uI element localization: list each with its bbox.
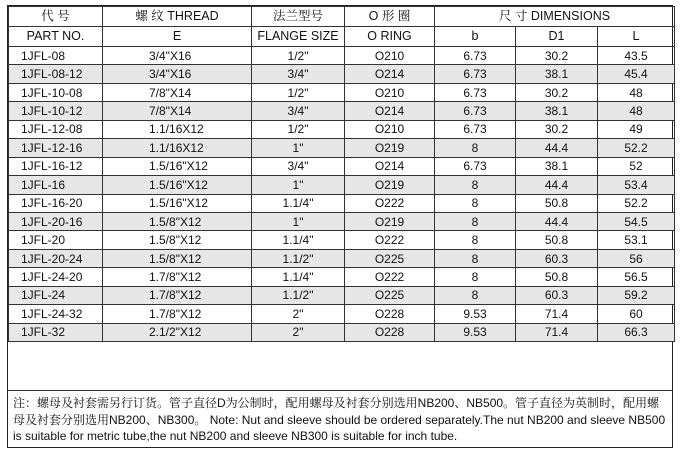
cell-oring: O210 xyxy=(345,120,435,138)
header-l: L xyxy=(598,27,675,47)
cell-flange-size: 1/2" xyxy=(252,120,345,138)
cell-thread: 1.7/8"X12 xyxy=(103,286,252,304)
header-part-no: PART NO. xyxy=(9,27,103,47)
cell-d1: 50.8 xyxy=(516,231,598,249)
spec-table-container xyxy=(7,5,673,448)
cell-thread: 1.5/8"X12 xyxy=(103,231,252,249)
cell-thread: 1.7/8"X12 xyxy=(103,268,252,286)
cell-l: 52 xyxy=(598,157,675,175)
cell-b: 9.53 xyxy=(435,323,516,341)
cell-b: 6.73 xyxy=(435,47,516,65)
table-row xyxy=(9,65,675,83)
table-row xyxy=(9,286,675,304)
cell-d1: 60.3 xyxy=(516,286,598,304)
cell-l: 60 xyxy=(598,305,675,323)
cell-flange-size: 1.1/4" xyxy=(252,231,345,249)
cell-part-no: 1JFL-10-08 xyxy=(9,83,103,101)
cell-part-no: 1JFL-08-12 xyxy=(9,65,103,83)
header-flange-size: FLANGE SIZE xyxy=(252,27,345,47)
cell-part-no: 1JFL-24-32 xyxy=(9,305,103,323)
cell-d1: 44.4 xyxy=(516,139,598,157)
header-b: b xyxy=(435,27,516,47)
cell-part-no: 1JFL-20 xyxy=(9,231,103,249)
cell-oring: O219 xyxy=(345,176,435,194)
cell-b: 8 xyxy=(435,249,516,267)
cell-b: 6.73 xyxy=(435,120,516,138)
header-d1: D1 xyxy=(516,27,598,47)
cell-l: 52.2 xyxy=(598,194,675,212)
cell-b: 8 xyxy=(435,268,516,286)
cell-oring: O222 xyxy=(345,231,435,249)
cell-oring: O214 xyxy=(345,102,435,120)
cell-b: 6.73 xyxy=(435,102,516,120)
cell-oring: O219 xyxy=(345,212,435,230)
cell-part-no: 1JFL-08 xyxy=(9,47,103,65)
cell-thread: 7/8"X14 xyxy=(103,83,252,101)
header-row-2 xyxy=(9,27,675,47)
cell-d1: 50.8 xyxy=(516,268,598,286)
cell-part-no: 1JFL-16 xyxy=(9,176,103,194)
cell-b: 6.73 xyxy=(435,65,516,83)
table-row xyxy=(9,249,675,267)
table-row xyxy=(9,83,675,101)
cell-l: 54.5 xyxy=(598,212,675,230)
cell-thread: 3/4"X16 xyxy=(103,47,252,65)
cell-thread: 3/4"X16 xyxy=(103,65,252,83)
cell-oring: O225 xyxy=(345,249,435,267)
cell-flange-size: 2" xyxy=(252,323,345,341)
cell-flange-size: 3/4" xyxy=(252,157,345,175)
table-body xyxy=(9,47,675,342)
header-code: 代 号 xyxy=(9,7,103,27)
table-row xyxy=(9,305,675,323)
cell-part-no: 1JFL-20-16 xyxy=(9,212,103,230)
cell-d1: 30.2 xyxy=(516,47,598,65)
cell-thread: 2.1/2"X12 xyxy=(103,323,252,341)
cell-thread: 1.7/8"X12 xyxy=(103,305,252,323)
cell-l: 53.1 xyxy=(598,231,675,249)
cell-oring: O222 xyxy=(345,268,435,286)
cell-l: 56.5 xyxy=(598,268,675,286)
cell-d1: 44.4 xyxy=(516,212,598,230)
cell-part-no: 1JFL-32 xyxy=(9,323,103,341)
cell-oring: O210 xyxy=(345,47,435,65)
cell-d1: 71.4 xyxy=(516,305,598,323)
cell-b: 8 xyxy=(435,212,516,230)
cell-d1: 30.2 xyxy=(516,83,598,101)
cell-b: 8 xyxy=(435,194,516,212)
cell-d1: 50.8 xyxy=(516,194,598,212)
cell-flange-size: 1" xyxy=(252,176,345,194)
cell-thread: 1.1/16X12 xyxy=(103,139,252,157)
table-note: 注：螺母及衬套需另行订货。管子直径D为公制时，配用螺母及衬套分别选用NB200、NB500。管子直径为英制时，配用螺母及衬套分别选用NB200、NB300。 Note: Nut and sleeve should be ordered separately.The nut NB200 and sleeve NB500 is suitable for metric tube,the nut NB200 and sleeve NB300 is suitable for inch tube. xyxy=(8,390,672,447)
table-row xyxy=(9,102,675,120)
cell-l: 59.2 xyxy=(598,286,675,304)
table-row xyxy=(9,231,675,249)
cell-l: 48 xyxy=(598,102,675,120)
cell-thread: 1.5/8"X12 xyxy=(103,249,252,267)
cell-thread: 1.1/16X12 xyxy=(103,120,252,138)
cell-b: 8 xyxy=(435,176,516,194)
cell-part-no: 1JFL-12-08 xyxy=(9,120,103,138)
table-row xyxy=(9,47,675,65)
cell-flange-size: 3/4" xyxy=(252,102,345,120)
cell-l: 43.5 xyxy=(598,47,675,65)
cell-l: 56 xyxy=(598,249,675,267)
cell-oring: O210 xyxy=(345,83,435,101)
table-row xyxy=(9,157,675,175)
cell-part-no: 1JFL-24 xyxy=(9,286,103,304)
header-oring-cn: O 形 圈 xyxy=(345,7,435,27)
cell-flange-size: 1.1/2" xyxy=(252,249,345,267)
cell-d1: 71.4 xyxy=(516,323,598,341)
cell-flange-size: 3/4" xyxy=(252,65,345,83)
cell-part-no: 1JFL-24-20 xyxy=(9,268,103,286)
cell-l: 48 xyxy=(598,83,675,101)
cell-thread: 7/8"X14 xyxy=(103,102,252,120)
cell-d1: 38.1 xyxy=(516,157,598,175)
cell-thread: 1.5/8"X12 xyxy=(103,212,252,230)
cell-oring: O228 xyxy=(345,323,435,341)
cell-l: 53.4 xyxy=(598,176,675,194)
cell-b: 8 xyxy=(435,139,516,157)
cell-part-no: 1JFL-12-16 xyxy=(9,139,103,157)
table-row xyxy=(9,139,675,157)
table-header xyxy=(9,7,675,47)
table-row xyxy=(9,120,675,138)
cell-b: 9.53 xyxy=(435,305,516,323)
header-e: E xyxy=(103,27,252,47)
cell-d1: 30.2 xyxy=(516,120,598,138)
table-row xyxy=(9,212,675,230)
cell-part-no: 1JFL-10-12 xyxy=(9,102,103,120)
cell-flange-size: 1.1/2" xyxy=(252,286,345,304)
cell-flange-size: 2" xyxy=(252,305,345,323)
cell-thread: 1.5/16"X12 xyxy=(103,157,252,175)
cell-flange-size: 1.1/4" xyxy=(252,268,345,286)
cell-flange-size: 1.1/4" xyxy=(252,194,345,212)
cell-l: 49 xyxy=(598,120,675,138)
cell-d1: 44.4 xyxy=(516,176,598,194)
header-flange: 法兰型号 xyxy=(252,7,345,27)
cell-flange-size: 1" xyxy=(252,139,345,157)
cell-oring: O228 xyxy=(345,305,435,323)
cell-b: 6.73 xyxy=(435,83,516,101)
cell-d1: 60.3 xyxy=(516,249,598,267)
cell-oring: O214 xyxy=(345,157,435,175)
table-row xyxy=(9,268,675,286)
cell-l: 45.4 xyxy=(598,65,675,83)
cell-part-no: 1JFL-16-12 xyxy=(9,157,103,175)
header-oring: O RING xyxy=(345,27,435,47)
cell-part-no: 1JFL-16-20 xyxy=(9,194,103,212)
cell-d1: 38.1 xyxy=(516,65,598,83)
cell-l: 52.2 xyxy=(598,139,675,157)
cell-oring: O222 xyxy=(345,194,435,212)
header-dimensions: 尺 寸 DIMENSIONS xyxy=(435,7,675,27)
spec-table xyxy=(8,6,675,342)
cell-flange-size: 1/2" xyxy=(252,47,345,65)
cell-flange-size: 1/2" xyxy=(252,83,345,101)
cell-d1: 38.1 xyxy=(516,102,598,120)
header-thread: 螺 纹 THREAD xyxy=(103,7,252,27)
cell-thread: 1.5/16"X12 xyxy=(103,176,252,194)
cell-l: 66.3 xyxy=(598,323,675,341)
cell-b: 8 xyxy=(435,286,516,304)
cell-thread: 1.5/16"X12 xyxy=(103,194,252,212)
header-row-1 xyxy=(9,7,675,27)
cell-b: 6.73 xyxy=(435,157,516,175)
cell-part-no: 1JFL-20-24 xyxy=(9,249,103,267)
cell-oring: O214 xyxy=(345,65,435,83)
table-row xyxy=(9,176,675,194)
table-row xyxy=(9,323,675,341)
table-row xyxy=(9,194,675,212)
cell-oring: O219 xyxy=(345,139,435,157)
cell-flange-size: 1" xyxy=(252,212,345,230)
cell-b: 8 xyxy=(435,231,516,249)
cell-oring: O225 xyxy=(345,286,435,304)
